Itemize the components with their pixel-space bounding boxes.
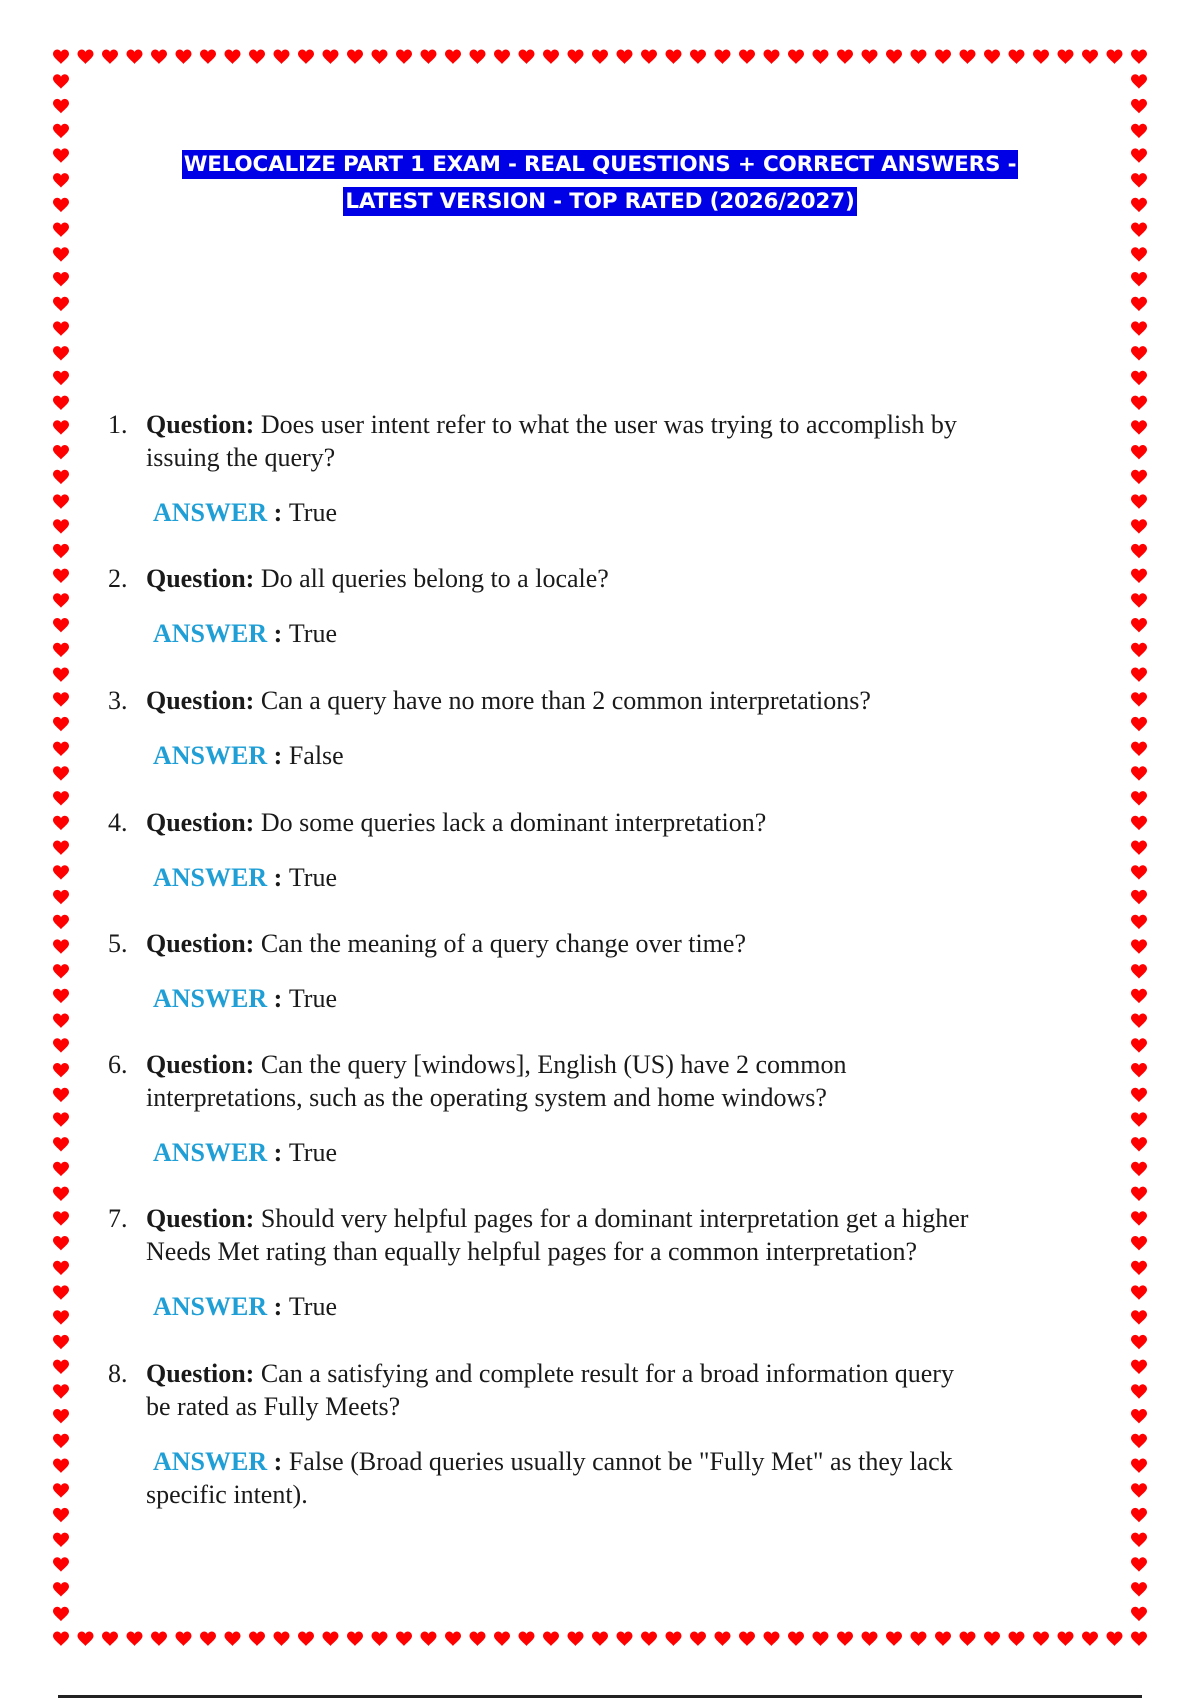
- heart-icon: [1131, 1187, 1147, 1202]
- heart-icon: [53, 494, 69, 509]
- heart-icon: [494, 1632, 510, 1647]
- answer: [146, 1445, 1066, 1511]
- heart-icon: [347, 50, 363, 65]
- question-line: Can a query have no more than 2 common interpretations?: [260, 686, 871, 715]
- heart-icon: [739, 1632, 755, 1647]
- heart-icon: [53, 1261, 69, 1276]
- heart-icon: [519, 50, 535, 65]
- question-line: Needs Met rating than equally helpful pages for a common interpretation?: [146, 1237, 918, 1266]
- question-line: Do all queries belong to a locale?: [260, 564, 609, 593]
- heart-icon: [1131, 420, 1147, 435]
- heart-icon: [274, 50, 290, 65]
- heart-icon: [53, 173, 69, 188]
- heart-icon: [1131, 1088, 1147, 1103]
- heart-icon: [53, 99, 69, 114]
- heart-icon: [53, 124, 69, 139]
- answer-value: True: [288, 619, 337, 648]
- heart-icon: [568, 1632, 584, 1647]
- answer-separator: :: [267, 498, 289, 527]
- heart-icon: [1009, 1632, 1025, 1647]
- heart-icon: [935, 50, 951, 65]
- question-label: Question:: [146, 808, 255, 837]
- heart-icon: [1131, 1162, 1147, 1177]
- heart-icon: [53, 766, 69, 781]
- heart-icon: [690, 50, 706, 65]
- heart-icon: [1131, 1137, 1147, 1152]
- heart-icon: [1131, 1236, 1147, 1251]
- heart-icon: [53, 1211, 69, 1226]
- heart-icon: [494, 50, 510, 65]
- heart-icon: [617, 1632, 633, 1647]
- heart-icon: [470, 1632, 486, 1647]
- heart-icon: [862, 50, 878, 65]
- heart-icon: [1131, 1409, 1147, 1424]
- heart-icon: [1131, 692, 1147, 707]
- heart-icon: [641, 1632, 657, 1647]
- heart-icon: [1131, 890, 1147, 905]
- heart-icon: [1131, 1038, 1147, 1053]
- heart-icon: [1131, 1434, 1147, 1449]
- answer-label: ANSWER: [153, 619, 268, 648]
- heart-icon: [1131, 1508, 1147, 1523]
- heart-icon: [617, 50, 633, 65]
- heart-icon: [53, 297, 69, 312]
- heart-icon: [53, 692, 69, 707]
- heart-icon: [1131, 1112, 1147, 1127]
- heart-icon: [1131, 1360, 1147, 1375]
- question-line: Does user intent refer to what the user was trying to accomplish by: [260, 410, 957, 439]
- answer: [146, 617, 1066, 650]
- question-number: 6.: [108, 1050, 128, 1079]
- heart-icon: [372, 50, 388, 65]
- heart-icon: [127, 1632, 143, 1647]
- answer: [146, 1290, 1066, 1323]
- question-line: issuing the query?: [146, 443, 336, 472]
- heart-icon: [1131, 989, 1147, 1004]
- title-line-2: LATEST VERSION - TOP RATED (2026/2027): [345, 189, 855, 214]
- heart-icon: [1131, 470, 1147, 485]
- question-line: Can the query [windows], English (US) have 2 common: [260, 1050, 847, 1079]
- heart-icon: [1131, 223, 1147, 238]
- heart-icon: [53, 1508, 69, 1523]
- heart-icon: [53, 223, 69, 238]
- heart-icon: [984, 50, 1000, 65]
- heart-icon: [1131, 618, 1147, 633]
- heart-icon: [396, 1632, 412, 1647]
- heart-icon: [666, 50, 682, 65]
- question-text: [146, 1357, 1066, 1423]
- question-text: [146, 1202, 1066, 1268]
- answer-separator: :: [267, 1447, 289, 1476]
- heart-icon: [1058, 1632, 1074, 1647]
- heart-icon: [1131, 1483, 1147, 1498]
- heart-icon: [53, 198, 69, 213]
- question-line: Can a satisfying and complete result for a broad information query: [260, 1359, 954, 1388]
- heart-icon: [396, 50, 412, 65]
- heart-icon: [53, 445, 69, 460]
- heart-icon: [886, 1632, 902, 1647]
- heart-icon: [1131, 717, 1147, 732]
- heart-icon: [445, 1632, 461, 1647]
- heart-icon: [1058, 50, 1074, 65]
- heart-icon: [1131, 915, 1147, 930]
- heart-icon: [225, 50, 241, 65]
- answer-separator: :: [267, 741, 289, 770]
- heart-icon: [1131, 1310, 1147, 1325]
- heart-icon: [1107, 50, 1123, 65]
- heart-icon: [1131, 247, 1147, 262]
- heart-icon: [53, 1236, 69, 1251]
- heart-icon: [53, 939, 69, 954]
- heart-icon: [1131, 816, 1147, 831]
- answer-value: True: [288, 1138, 337, 1167]
- qa-item-2: [108, 562, 1068, 650]
- heart-icon: [1131, 396, 1147, 411]
- heart-icon: [421, 1632, 437, 1647]
- question-label: Question:: [146, 686, 255, 715]
- question-text: [146, 927, 1066, 960]
- question-line: be rated as Fully Meets?: [146, 1392, 401, 1421]
- heart-icon: [739, 50, 755, 65]
- heart-icon: [53, 742, 69, 757]
- heart-icon: [53, 1162, 69, 1177]
- heart-icon: [127, 50, 143, 65]
- answer-label: ANSWER: [153, 984, 268, 1013]
- heart-icon: [176, 50, 192, 65]
- heart-icon: [176, 1632, 192, 1647]
- heart-icon: [53, 569, 69, 584]
- heart-icon: [1131, 1557, 1147, 1572]
- heart-icon: [249, 1632, 265, 1647]
- heart-icon: [53, 1137, 69, 1152]
- qa-item-3: [108, 684, 1068, 772]
- answer-value: False: [288, 741, 344, 770]
- heart-icon: [1131, 1533, 1147, 1548]
- heart-icon: [1131, 173, 1147, 188]
- question-line: interpretations, such as the operating system and home windows?: [146, 1083, 827, 1112]
- heart-icon: [53, 717, 69, 732]
- heart-icon: [53, 272, 69, 287]
- heart-icon: [1131, 569, 1147, 584]
- heart-icon: [53, 74, 69, 89]
- answer-value: specific intent).: [146, 1480, 308, 1509]
- heart-icon: [1131, 964, 1147, 979]
- heart-icon: [1131, 865, 1147, 880]
- heart-icon: [53, 1285, 69, 1300]
- qa-item-6: [108, 1048, 1068, 1169]
- answer-value: True: [288, 498, 337, 527]
- answer-separator: :: [267, 1138, 289, 1167]
- heart-icon: [1131, 198, 1147, 213]
- heart-icon: [78, 1632, 94, 1647]
- question-text: [146, 1048, 1066, 1114]
- heart-icon: [102, 50, 118, 65]
- heart-icon: [1033, 50, 1049, 65]
- heart-icon: [1131, 766, 1147, 781]
- heart-icon: [1082, 50, 1098, 65]
- answer-separator: :: [267, 619, 289, 648]
- heart-icon: [788, 1632, 804, 1647]
- heart-icon: [53, 1533, 69, 1548]
- heart-icon: [421, 50, 437, 65]
- answer-separator: :: [267, 984, 289, 1013]
- answer: [146, 982, 1066, 1015]
- qa-item-7: [108, 1202, 1068, 1323]
- answer-value: False (Broad queries usually cannot be "Fully Met" as they lack: [288, 1447, 953, 1476]
- answer-separator: :: [267, 863, 289, 892]
- heart-icon: [1131, 593, 1147, 608]
- heart-icon: [1131, 272, 1147, 287]
- heart-icon: [53, 1607, 69, 1622]
- heart-icon: [715, 50, 731, 65]
- question-number: 1.: [108, 410, 128, 439]
- heart-icon: [1131, 99, 1147, 114]
- heart-icon: [347, 1632, 363, 1647]
- heart-icon: [200, 50, 216, 65]
- heart-icon: [298, 50, 314, 65]
- heart-icon: [323, 50, 339, 65]
- heart-icon: [1131, 1261, 1147, 1276]
- heart-icon: [543, 1632, 559, 1647]
- heart-icon: [1131, 148, 1147, 163]
- heart-icon: [53, 396, 69, 411]
- question-line: Should very helpful pages for a dominant interpretation get a higher: [260, 1204, 969, 1233]
- heart-icon: [1131, 643, 1147, 658]
- heart-icon: [960, 1632, 976, 1647]
- heart-icon: [1131, 1211, 1147, 1226]
- answer: [146, 496, 1066, 529]
- heart-icon: [666, 1632, 682, 1647]
- heart-icon: [592, 1632, 608, 1647]
- question-label: Question:: [146, 1204, 255, 1233]
- heart-icon: [984, 1632, 1000, 1647]
- answer-label: ANSWER: [153, 498, 268, 527]
- heart-icon: [53, 346, 69, 361]
- heart-icon: [690, 1632, 706, 1647]
- question-label: Question:: [146, 410, 255, 439]
- heart-icon: [1131, 939, 1147, 954]
- heart-icon: [1131, 346, 1147, 361]
- question-number: 2.: [108, 564, 128, 593]
- question-text: [146, 408, 1066, 474]
- heart-icon: [53, 816, 69, 831]
- heart-icon: [1131, 1014, 1147, 1029]
- heart-icon: [151, 50, 167, 65]
- heart-icon: [53, 544, 69, 559]
- title-line-1: WELOCALIZE PART 1 EXAM - REAL QUESTIONS + CORRECT ANSWERS -: [183, 152, 1017, 177]
- heart-icon: [53, 1310, 69, 1325]
- heart-icon: [298, 1632, 314, 1647]
- heart-icon: [1131, 544, 1147, 559]
- question-label: Question:: [146, 1050, 255, 1079]
- heart-icon: [1107, 1632, 1123, 1647]
- heart-icon: [53, 1582, 69, 1597]
- heart-icon: [1131, 1063, 1147, 1078]
- question-text: [146, 684, 1066, 717]
- heart-icon: [837, 50, 853, 65]
- heart-icon: [1131, 1582, 1147, 1597]
- heart-icon: [1131, 668, 1147, 683]
- heart-icon: [53, 890, 69, 905]
- heart-icon: [1131, 494, 1147, 509]
- heart-icon: [911, 1632, 927, 1647]
- heart-icon: [641, 50, 657, 65]
- heart-icon: [1131, 791, 1147, 806]
- heart-icon: [53, 1557, 69, 1572]
- question-text: [146, 806, 1066, 839]
- heart-icon: [1033, 1632, 1049, 1647]
- heart-icon: [1131, 297, 1147, 312]
- footer-rule: [58, 1695, 1142, 1698]
- heart-icon: [568, 50, 584, 65]
- document-title: [130, 146, 1070, 220]
- answer-label: ANSWER: [153, 1138, 268, 1167]
- heart-icon: [53, 470, 69, 485]
- heart-icon: [715, 1632, 731, 1647]
- question-line: Can the meaning of a query change over time?: [260, 929, 746, 958]
- question-number: 8.: [108, 1359, 128, 1388]
- answer-value: True: [288, 984, 337, 1013]
- question-number: 5.: [108, 929, 128, 958]
- heart-icon: [249, 50, 265, 65]
- heart-icon: [53, 1459, 69, 1474]
- heart-icon: [53, 791, 69, 806]
- heart-icon: [886, 50, 902, 65]
- heart-icon: [53, 50, 69, 65]
- answer-label: ANSWER: [153, 863, 268, 892]
- heart-icon: [1082, 1632, 1098, 1647]
- heart-icon: [1131, 519, 1147, 534]
- heart-icon: [1131, 371, 1147, 386]
- answer-separator: :: [267, 1292, 289, 1321]
- heart-icon: [1131, 74, 1147, 89]
- qa-item-5: [108, 927, 1068, 1015]
- heart-icon: [200, 1632, 216, 1647]
- heart-icon: [53, 1038, 69, 1053]
- heart-icon: [53, 643, 69, 658]
- answer-label: ANSWER: [153, 741, 268, 770]
- heart-icon: [1131, 841, 1147, 856]
- heart-icon: [53, 148, 69, 163]
- heart-icon: [53, 865, 69, 880]
- heart-icon: [1131, 1632, 1147, 1647]
- heart-icon: [53, 1409, 69, 1424]
- heart-icon: [323, 1632, 339, 1647]
- heart-icon: [1131, 1384, 1147, 1399]
- heart-icon: [813, 1632, 829, 1647]
- qa-item-4: [108, 806, 1068, 894]
- heart-icon: [53, 1483, 69, 1498]
- qa-item-8: [108, 1357, 1068, 1511]
- heart-icon: [53, 1335, 69, 1350]
- heart-icon: [1131, 124, 1147, 139]
- answer: [146, 861, 1066, 894]
- heart-icon: [1131, 1285, 1147, 1300]
- heart-icon: [592, 50, 608, 65]
- heart-icon: [53, 964, 69, 979]
- heart-icon: [960, 50, 976, 65]
- answer-value: True: [288, 863, 337, 892]
- heart-icon: [53, 321, 69, 336]
- heart-icon: [470, 50, 486, 65]
- heart-icon: [53, 668, 69, 683]
- heart-icon: [1131, 50, 1147, 65]
- heart-icon: [102, 1632, 118, 1647]
- answer: [146, 1136, 1066, 1169]
- qa-item-1: [108, 408, 1068, 529]
- heart-icon: [543, 50, 559, 65]
- heart-icon: [53, 1434, 69, 1449]
- heart-icon: [1009, 50, 1025, 65]
- question-number: 7.: [108, 1204, 128, 1233]
- answer-value: True: [288, 1292, 337, 1321]
- question-label: Question:: [146, 1359, 255, 1388]
- question-label: Question:: [146, 929, 255, 958]
- heart-icon: [53, 1384, 69, 1399]
- heart-icon: [1131, 742, 1147, 757]
- heart-icon: [862, 1632, 878, 1647]
- heart-icon: [1131, 1335, 1147, 1350]
- heart-icon: [53, 371, 69, 386]
- question-label: Question:: [146, 564, 255, 593]
- heart-icon: [519, 1632, 535, 1647]
- heart-icon: [53, 593, 69, 608]
- heart-icon: [935, 1632, 951, 1647]
- heart-icon: [53, 1187, 69, 1202]
- heart-icon: [53, 1112, 69, 1127]
- question-number: 3.: [108, 686, 128, 715]
- heart-icon: [53, 420, 69, 435]
- heart-icon: [53, 1632, 69, 1647]
- heart-icon: [911, 50, 927, 65]
- answer: [146, 739, 1066, 772]
- question-text: [146, 562, 1066, 595]
- heart-icon: [53, 1360, 69, 1375]
- heart-icon: [764, 1632, 780, 1647]
- heart-icon: [53, 841, 69, 856]
- heart-icon: [53, 1063, 69, 1078]
- heart-icon: [151, 1632, 167, 1647]
- heart-icon: [53, 1014, 69, 1029]
- heart-icon: [53, 247, 69, 262]
- heart-icon: [53, 915, 69, 930]
- heart-icon: [53, 519, 69, 534]
- heart-icon: [225, 1632, 241, 1647]
- heart-icon: [274, 1632, 290, 1647]
- heart-icon: [837, 1632, 853, 1647]
- heart-icon: [445, 50, 461, 65]
- question-line: Do some queries lack a dominant interpretation?: [260, 808, 767, 837]
- heart-icon: [764, 50, 780, 65]
- answer-label: ANSWER: [153, 1292, 268, 1321]
- heart-icon: [1131, 321, 1147, 336]
- heart-icon: [1131, 445, 1147, 460]
- heart-icon: [53, 989, 69, 1004]
- heart-icon: [78, 50, 94, 65]
- heart-icon: [372, 1632, 388, 1647]
- heart-icon: [1131, 1607, 1147, 1622]
- question-number: 4.: [108, 808, 128, 837]
- heart-icon: [53, 1088, 69, 1103]
- heart-icon: [1131, 1459, 1147, 1474]
- heart-icon: [788, 50, 804, 65]
- answer-label: ANSWER: [153, 1447, 268, 1476]
- heart-icon: [813, 50, 829, 65]
- heart-icon: [53, 618, 69, 633]
